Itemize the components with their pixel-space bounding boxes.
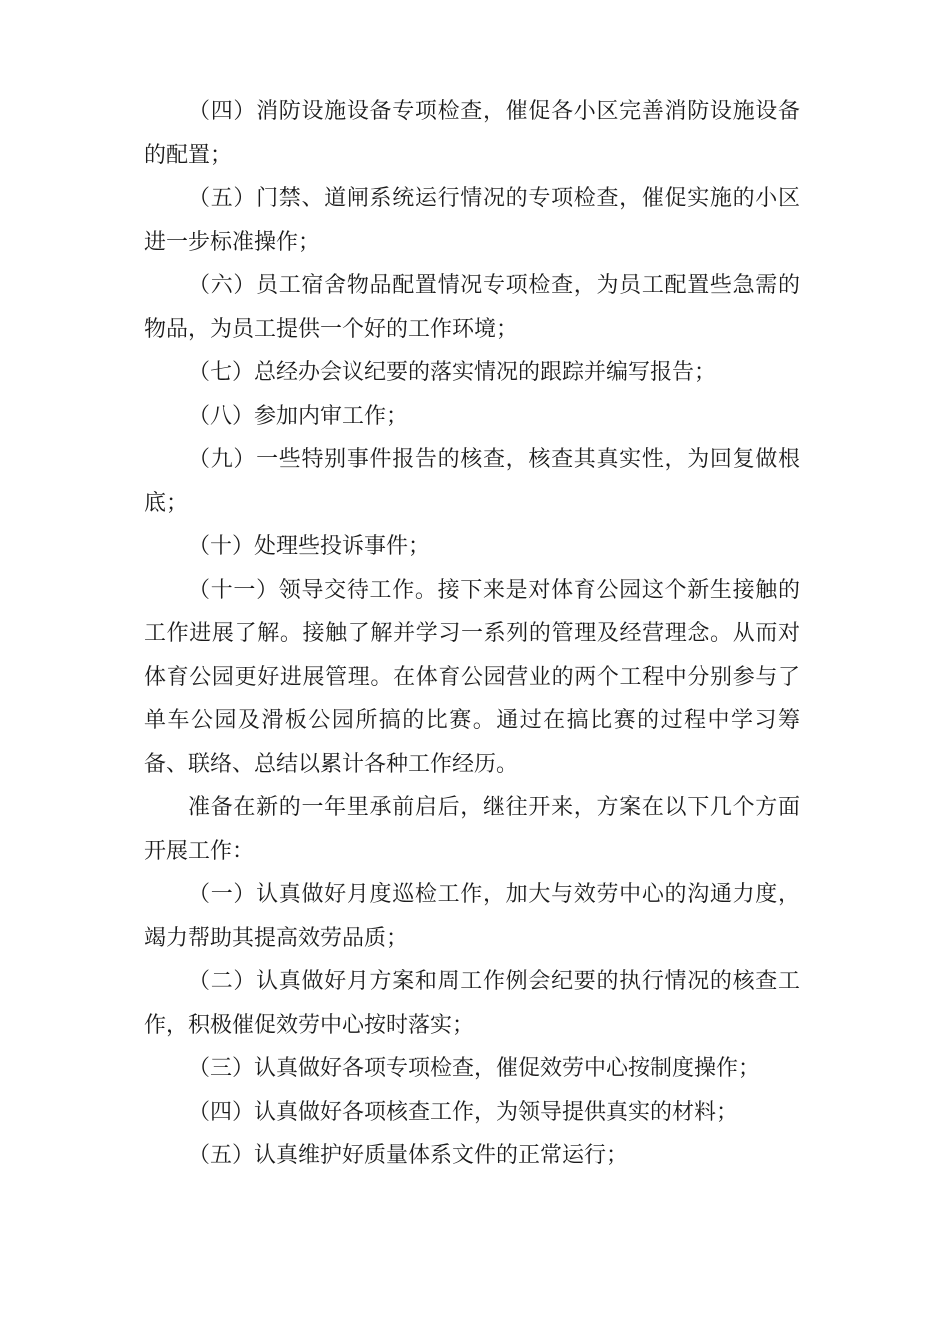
paragraph: 准备在新的一年里承前启后，继往开来，方案在以下几个方面开展工作：: [144, 795, 800, 864]
paragraph: （九）一些特别事件报告的核查，核查其真实性，为回复做根底；: [144, 447, 800, 516]
paragraph: （五）认真维护好质量体系文件的正常运行；: [188, 1143, 629, 1168]
paragraph: （四）消防设施设备专项检查，催促各小区完善消防设施设备的配置；: [144, 99, 800, 168]
paragraph: （六）员工宿舍物品配置情况专项检查，为员工配置些急需的物品，为员工提供一个好的工作环境；: [144, 273, 800, 342]
paragraph: （二）认真做好月方案和周工作例会纪要的执行情况的核查工作，积极催促效劳中心按时落实；: [144, 969, 800, 1038]
paragraph: （三）认真做好各项专项检查，催促效劳中心按制度操作；: [188, 1056, 761, 1081]
paragraph: （一）认真做好月度巡检工作，加大与效劳中心的沟通力度，竭力帮助其提高效劳品质；: [144, 882, 800, 951]
paragraph: （四）认真做好各项核查工作，为领导提供真实的材料；: [188, 1099, 739, 1125]
paragraph: （七）总经办会议纪要的落实情况的跟踪并编写报告；: [188, 360, 717, 385]
paragraph: （五）门禁、道闸系统运行情况的专项检查，催促实施的小区进一步标准操作；: [144, 186, 800, 255]
paragraph: （八）参加内审工作；: [188, 403, 409, 429]
paragraph: （十）处理些投诉事件；: [188, 534, 431, 559]
paragraph: （十一）领导交待工作。接下来是对体育公园这个新生接触的工作进展了解。接触了解并学习一系列的管理及经营理念。从而对体育公园更好进展管理。在体育公园营业的两个工程中分别参与了单车公园及滑板公园所搞的比赛。通过在搞比赛的过程中学习筹备、联络、总结以累计各种工作经历。: [144, 577, 800, 777]
document-body: [144, 90, 800, 1178]
